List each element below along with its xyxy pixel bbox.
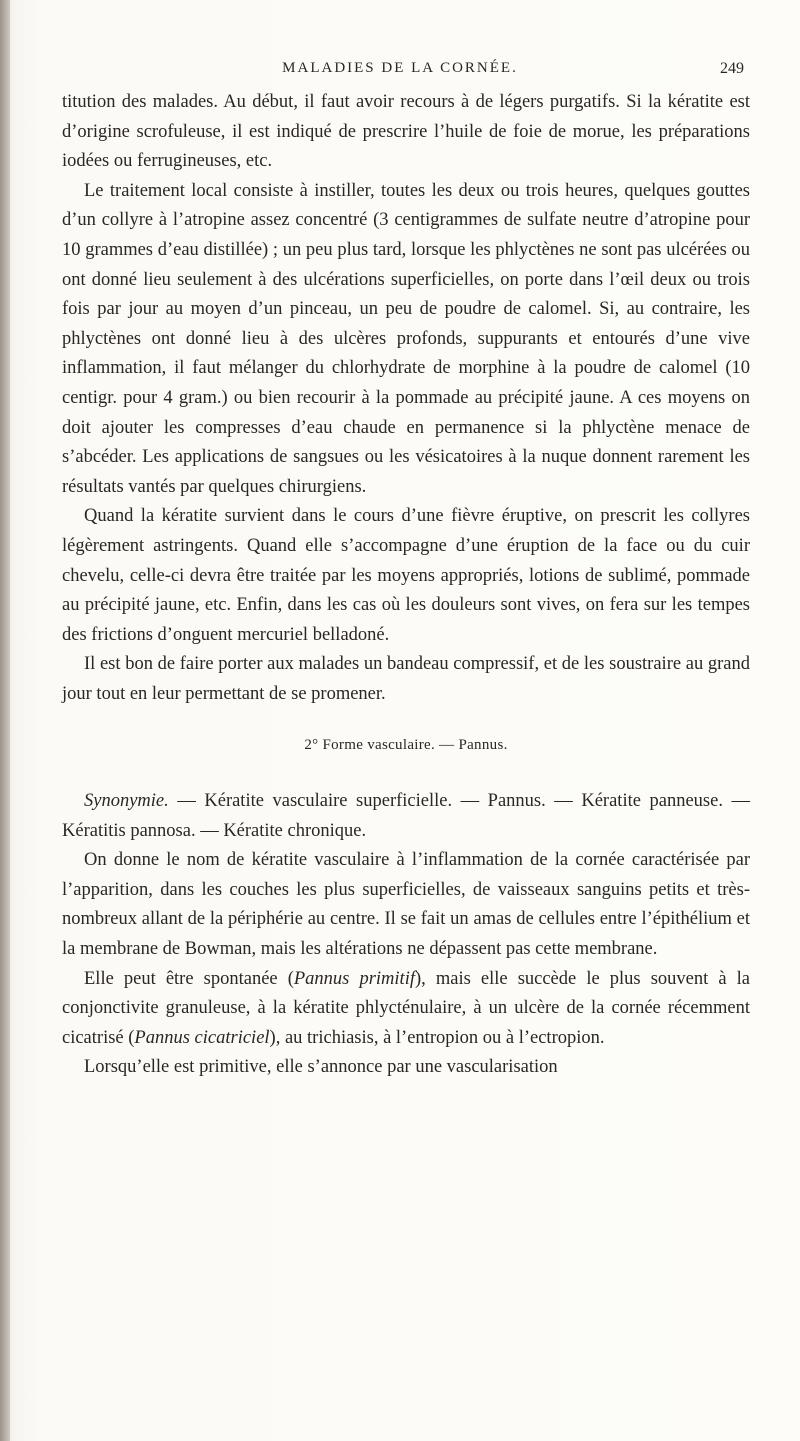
paragraph-definition: On donne le nom de kératite vasculaire à l’inflammation de la cornée caractérisée par l’apparition, dans les couches les plus superficielles, de vaisseaux sanguins petits et très-nombreux allant de la périphérie au centre. Il se fait un amas de cellules entre l’épithélium et la membrane de Bowman, mais les altérations ne dépassent pas cette membrane. — [62, 850, 750, 960]
paragraph-continuation: titution des malades. Au début, il faut avoir recours à de légers purgatifs. Si la kératite est d’origine scrofuleuse, il est indiqué de prescrire l’huile de foie de morue, les préparations iodées ou ferrugineuses, etc. — [62, 92, 750, 172]
synonymie-label: Synonymie. — [84, 791, 169, 812]
paragraph-bandage: Il est bon de faire porter aux malades un bandeau compressif, et de les soustraire au grand jour tout en leur permettant de se promener. — [62, 654, 750, 704]
pannus-primitif-term: Pannus primitif — [293, 968, 415, 989]
paragraph-eruptive-fever: Quand la kératite survient dans le cours d’une fièvre éruptive, on prescrit les collyres légèrement astringents. Quand elle s’accompagne d’une éruption de la face ou du cuir chevelu, celle-ci devra être traitée par les moyens appropriés, lotions de sublimé, pommade au précipité jaune, etc. Enfin, dans les cas où les douleurs sont vives, on fera sur les tempes des frictions d’onguent mercuriel belladoné. — [62, 506, 750, 645]
origin-text-c: ), au trichiasis, à l’entropion ou à l’ectropion. — [269, 1027, 605, 1048]
origin-text-a: Elle peut être spontanée ( — [84, 968, 294, 989]
synonymie-text: — Kératite vasculaire superficielle. — Pannus. — Kératite panneuse. — Kératitis pannosa. — Kératite chronique. — [62, 791, 750, 841]
paragraph-local-treatment: Le traitement local consiste à instiller, toutes les deux ou trois heures, quelques gouttes d’un collyre à l’atropine assez concentré (3 centigrammes de sulfate neutre d’atropine pour 10 grammes d’eau distillée) ; un peu plus tard, lorsque les phlyctènes ne sont pas ulcérées ou ont donné lieu seulement à des ulcérations superficielles, on porte dans l’œil deux ou trois fois par jour au moyen d’un pinceau, un peu de poudre de calomel. Si, au contraire, les phlyctènes ont donné lieu à des ulcères profonds, suppurants et entourés d’une vive inflammation, il faut mélanger du chlorhydrate de morphine à la poudre de calomel (10 centigr. pour 4 gram.) ou bien recourir à la pommade au précipité jaune. A ces moyens on doit ajouter les compresses d’eau chaude en permanence si la phlyctène menace de s’abcéder. Les applications de sangsues ou les vésicatoires à la nuque donnent rarement les résultats vantés par quelques chirurgiens. — [62, 180, 750, 497]
origin-text-b: ), mais elle succède le plus souvent à la conjonctivite granuleuse, à la kératite phlycténulaire, à un ulcère de la cornée récemment cicatrisé ( — [62, 968, 751, 1048]
paragraph-synonymie — [62, 787, 750, 846]
section-heading: 2° Forme vasculaire. — Pannus. — [304, 737, 508, 754]
pannus-cicatriciel-term: Pannus cicatriciel — [134, 1027, 270, 1048]
page-number: 249 — [720, 60, 744, 77]
page-body — [62, 88, 750, 1083]
running-title: MALADIES DE LA CORNÉE. — [282, 60, 518, 76]
paragraph-primitive: Lorsqu’elle est primitive, elle s’annonce par une vascularisation — [84, 1057, 558, 1078]
paragraph-origin — [62, 965, 750, 1054]
book-binding-shadow — [0, 0, 10, 1441]
running-header — [0, 60, 800, 84]
